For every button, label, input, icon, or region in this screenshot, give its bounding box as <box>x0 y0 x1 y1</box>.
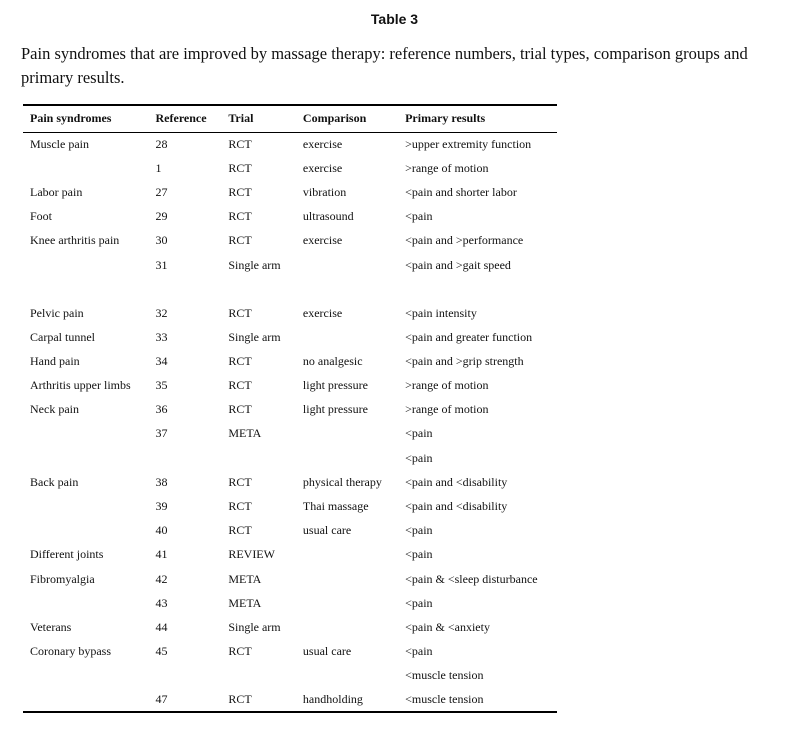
reference-cell: 37 <box>155 426 168 441</box>
comparison-cell <box>296 615 398 639</box>
table-caption: Pain syndromes that are improved by massage therapy: reference numbers, trial types, comparison groups and primary results. <box>21 44 748 87</box>
comparison-cell: vibration <box>302 184 347 199</box>
reference-cell: 35 <box>155 378 168 393</box>
table-row <box>23 640 557 664</box>
trial-cell: RCT <box>228 305 252 320</box>
table-row <box>23 591 557 615</box>
reference-cell <box>149 664 222 688</box>
primary-result-cell: <pain and >gait speed <box>405 257 511 272</box>
comparison-cell <box>296 543 398 567</box>
trial-cell: RCT <box>228 209 252 224</box>
primary-result-cell: <pain <box>405 426 433 441</box>
table-row <box>23 132 557 156</box>
primary-result-cell: <pain <box>405 450 433 465</box>
trial-cell: RCT <box>228 353 252 368</box>
pain-syndrome-cell <box>23 446 149 470</box>
primary-result-cell: <pain and >performance <box>405 233 524 248</box>
table-row <box>23 470 557 494</box>
trial-cell: Single arm <box>228 619 281 634</box>
reference-cell: 33 <box>155 329 168 344</box>
pain-syndrome-cell: Neck pain <box>30 402 79 417</box>
reference-cell: 47 <box>149 688 222 712</box>
trial-cell: RCT <box>221 688 296 712</box>
table-row <box>23 543 557 567</box>
comparison-cell: handholding <box>296 688 398 712</box>
trial-cell: RCT <box>228 644 252 659</box>
pain-syndrome-cell: Different joints <box>30 547 104 562</box>
trial-cell: RCT <box>228 136 252 151</box>
trial-cell: RCT <box>228 402 252 417</box>
reference-cell: 45 <box>155 644 168 659</box>
reference-cell: 31 <box>155 257 168 272</box>
trial-cell: META <box>228 426 262 441</box>
reference-cell: 1 <box>155 160 162 175</box>
trial-cell <box>221 664 296 688</box>
table-row <box>23 567 557 591</box>
comparison-cell: light pressure <box>302 378 368 393</box>
column-header-pain-syndromes: Pain syndromes <box>23 105 149 132</box>
table-row <box>23 494 557 518</box>
primary-result-cell: <pain <box>405 523 433 538</box>
table-row <box>23 422 557 446</box>
trial-cell: META <box>228 571 262 586</box>
comparison-cell: no analgesic <box>302 353 363 368</box>
pain-syndrome-cell: Hand pain <box>30 353 80 368</box>
comparison-cell: exercise <box>302 305 343 320</box>
trial-cell <box>221 446 296 470</box>
pain-syndrome-cell <box>23 156 149 180</box>
reference-cell: 43 <box>155 595 168 610</box>
table-row <box>23 615 557 639</box>
table-row <box>23 205 557 229</box>
primary-result-cell: <pain <box>405 644 433 659</box>
primary-result-cell: >range of motion <box>405 160 489 175</box>
comparison-cell <box>296 591 398 615</box>
reference-cell: 44 <box>155 619 168 634</box>
comparison-cell <box>296 567 398 591</box>
pain-syndrome-cell: Foot <box>30 209 53 224</box>
table-row <box>23 301 557 325</box>
trial-cell: META <box>228 595 262 610</box>
primary-result-cell: <pain <box>405 547 433 562</box>
table-row <box>23 229 557 253</box>
pain-syndrome-cell: Labor pain <box>30 184 83 199</box>
table-row <box>23 688 557 712</box>
table-row <box>23 446 557 470</box>
table-header-row <box>23 105 557 132</box>
trial-cell: Single arm <box>228 329 281 344</box>
trial-cell: REVIEW <box>228 547 275 562</box>
pain-syndrome-cell: Coronary bypass <box>30 644 111 659</box>
comparison-cell: exercise <box>302 160 343 175</box>
comparison-cell: usual care <box>302 644 352 659</box>
reference-cell: 36 <box>155 402 168 417</box>
comparison-cell: light pressure <box>302 402 368 417</box>
reference-cell: 34 <box>155 353 168 368</box>
column-header-trial: Trial <box>221 105 296 132</box>
reference-cell: 41 <box>155 547 168 562</box>
trial-cell: RCT <box>228 233 252 248</box>
comparison-cell <box>296 325 398 349</box>
primary-result-cell: <pain & <sleep disturbance <box>405 571 538 586</box>
table-row <box>23 180 557 204</box>
primary-result-cell: >range of motion <box>405 402 489 417</box>
primary-result-cell: <pain and <disability <box>405 474 508 489</box>
pain-syndrome-cell: Carpal tunnel <box>30 329 95 344</box>
pain-syndrome-cell <box>23 688 149 712</box>
pain-syndrome-cell <box>23 494 149 518</box>
table-row <box>23 253 557 301</box>
reference-cell: 27 <box>155 184 168 199</box>
trial-cell: RCT <box>228 474 252 489</box>
pain-syndrome-cell: Arthritis upper limbs <box>30 378 131 393</box>
table-row <box>23 398 557 422</box>
table-row <box>23 349 557 373</box>
primary-result-cell: <pain and <disability <box>405 499 508 514</box>
comparison-cell: exercise <box>302 233 343 248</box>
table-body <box>23 132 557 712</box>
primary-result-cell: <pain and >grip strength <box>405 353 524 368</box>
comparison-cell <box>296 422 398 446</box>
comparison-cell: ultrasound <box>302 209 354 224</box>
pain-syndrome-cell: Fibromyalgia <box>30 571 95 586</box>
comparison-cell: physical therapy <box>302 474 382 489</box>
reference-cell: 32 <box>155 305 168 320</box>
comparison-cell <box>296 253 398 301</box>
reference-cell: 40 <box>155 523 168 538</box>
primary-result-cell: <pain and shorter labor <box>405 184 517 199</box>
trial-cell: Single arm <box>228 257 281 272</box>
table-row <box>23 156 557 180</box>
table-row <box>23 519 557 543</box>
reference-cell: 30 <box>155 233 168 248</box>
table-row <box>23 664 557 688</box>
primary-result-cell: <muscle tension <box>405 668 484 683</box>
primary-result-cell: <muscle tension <box>398 688 557 712</box>
trial-cell: RCT <box>228 184 252 199</box>
reference-cell: 38 <box>155 474 168 489</box>
reference-cell: 29 <box>155 209 168 224</box>
pain-syndrome-cell: Pelvic pain <box>30 305 84 320</box>
primary-result-cell: <pain intensity <box>405 305 477 320</box>
primary-result-cell: <pain and greater function <box>405 329 533 344</box>
reference-cell: 39 <box>155 499 168 514</box>
comparison-cell: usual care <box>302 523 352 538</box>
pain-syndrome-cell: Muscle pain <box>30 136 89 151</box>
primary-result-cell: <pain <box>405 209 433 224</box>
pain-syndromes-table <box>23 104 557 713</box>
pain-syndrome-cell <box>23 422 149 446</box>
column-header-primary-results: Primary results <box>398 105 557 132</box>
pain-syndrome-cell: Knee arthritis pain <box>30 233 120 248</box>
comparison-cell: exercise <box>302 136 343 151</box>
trial-cell: RCT <box>228 378 252 393</box>
trial-cell: RCT <box>228 499 252 514</box>
pain-syndrome-cell: Veterans <box>30 619 72 634</box>
table-row <box>23 325 557 349</box>
comparison-cell <box>296 664 398 688</box>
pain-syndrome-cell: Back pain <box>30 474 79 489</box>
primary-result-cell: >upper extremity function <box>405 136 532 151</box>
comparison-cell: Thai massage <box>302 499 369 514</box>
pain-syndrome-cell <box>23 664 149 688</box>
pain-syndrome-cell <box>23 591 149 615</box>
trial-cell: RCT <box>228 160 252 175</box>
reference-cell: 42 <box>155 571 168 586</box>
reference-cell <box>149 446 222 470</box>
reference-cell: 28 <box>155 136 168 151</box>
pain-syndrome-cell <box>23 253 149 301</box>
primary-result-cell: <pain <box>405 595 433 610</box>
column-header-reference: Reference <box>149 105 222 132</box>
pain-syndrome-cell <box>23 519 149 543</box>
comparison-cell <box>296 446 398 470</box>
table-row <box>23 374 557 398</box>
primary-result-cell: >range of motion <box>405 378 489 393</box>
table-title: Table 3 <box>370 11 419 27</box>
trial-cell: RCT <box>228 523 252 538</box>
column-header-comparison: Comparison <box>296 105 398 132</box>
primary-result-cell: <pain & <anxiety <box>405 619 490 634</box>
